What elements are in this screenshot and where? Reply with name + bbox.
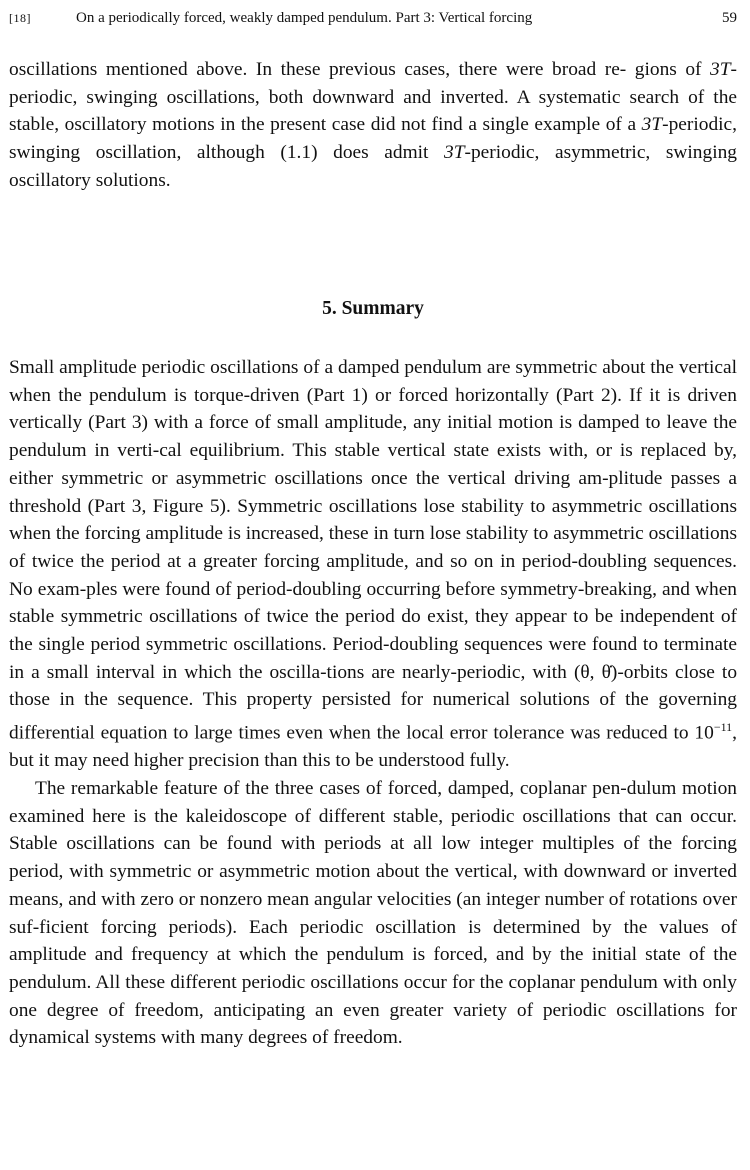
summary-body	[9, 354, 737, 1052]
page-number: 59	[722, 10, 737, 26]
period-symbol: 3T	[710, 59, 731, 80]
summary-paragraph-2: The remarkable feature of the three cases of forced, damped, coplanar pen-dulum motion examined here is the kaleidoscope of different stable, periodic oscillations that can occur. Stable oscillations can be found with periods at all low integer multiples of the forcing period, with symmetric or asymmetric motion about the vertical, with downward or inverted means, and with zero or nonzero mean angular velocities (an integer number of rotations over suf-ficient forcing periods). Each periodic oscillation is determined by the values of amplitude and frequency at which the pendulum is forced, and by the initial state of the pendulum. All these different periodic oscillations occur for the coplanar pendulum with only one degree of freedom, anticipating an even greater variety of periodic oscillations for dynamical systems with many degrees of freedom.	[9, 778, 737, 1049]
intro-text-3: -periodic, swinging oscillations, both downward and inverted. A systematic search of the stable, oscillatory motions in the present case did not find a single example of a	[9, 59, 737, 136]
period-symbol: 3T	[444, 142, 465, 164]
intro-text-4: -periodic, swinging oscillation, although (1.1) does admit	[9, 114, 737, 164]
period-symbol: 3T	[641, 114, 663, 136]
intro-text-1: oscillations mentioned above. In these previous cases, there were broad re-	[9, 59, 627, 80]
running-title: On a periodically forced, weakly damped pendulum. Part 3: Vertical forcing	[76, 10, 533, 26]
section-heading: 5. Summary	[322, 298, 424, 319]
running-head	[9, 8, 737, 28]
summary-text-b: -orbits close to those in the sequence. This property persisted for numerical solutions of the governing differential equation to large times even when the local error tolerance was reduced to	[9, 661, 738, 744]
summary-text-a: Small amplitude periodic oscillations of a damped pendulum are symmetric about the vertical when the pendulum is torque-driven (Part 1) or forced horizontally (Part 2). If it is driven vertically (Part 3) with a force of small amplitude, any initial motion is damped to leave the pendulum in verti-cal equilibrium. This stable vertical state exists with, or is replaced by, either symmetric or asymmetric oscillations once the vertical driving am-plitude passes a threshold (Part 3, Figure 5). Symmetric oscillations lose stability to asymmetric oscillations when the forcing amplitude is increased, these in turn lose stability to asymmetric oscillations of twice the period at a greater forcing amplitude, and so on in period-doubling sequences. No exam-ples were found of period-doubling occurring before symmetry-breaking, and when stable symmetric oscillations of twice the period do exist, they appear to be independent of the single period symmetric oscillations. Period-doubling sequences were found to terminate in a small interval in which the oscilla-tions are nearly-periodic, with	[9, 357, 737, 683]
summary-paragraph-1	[9, 354, 737, 775]
summary-text-c: , but it may need higher precision than this to be understood fully.	[9, 722, 737, 772]
intro-text-2: gions of	[634, 59, 711, 80]
orbit-notation: (θ, θ̇)	[573, 661, 618, 683]
tolerance-base: 10	[694, 722, 714, 744]
tolerance-exponent: −11	[713, 720, 733, 735]
intro-text-5: -periodic, asymmetric, swinging oscillatory solutions.	[9, 142, 737, 191]
reference-number: [18]	[9, 11, 31, 25]
intro-paragraph	[9, 56, 737, 195]
